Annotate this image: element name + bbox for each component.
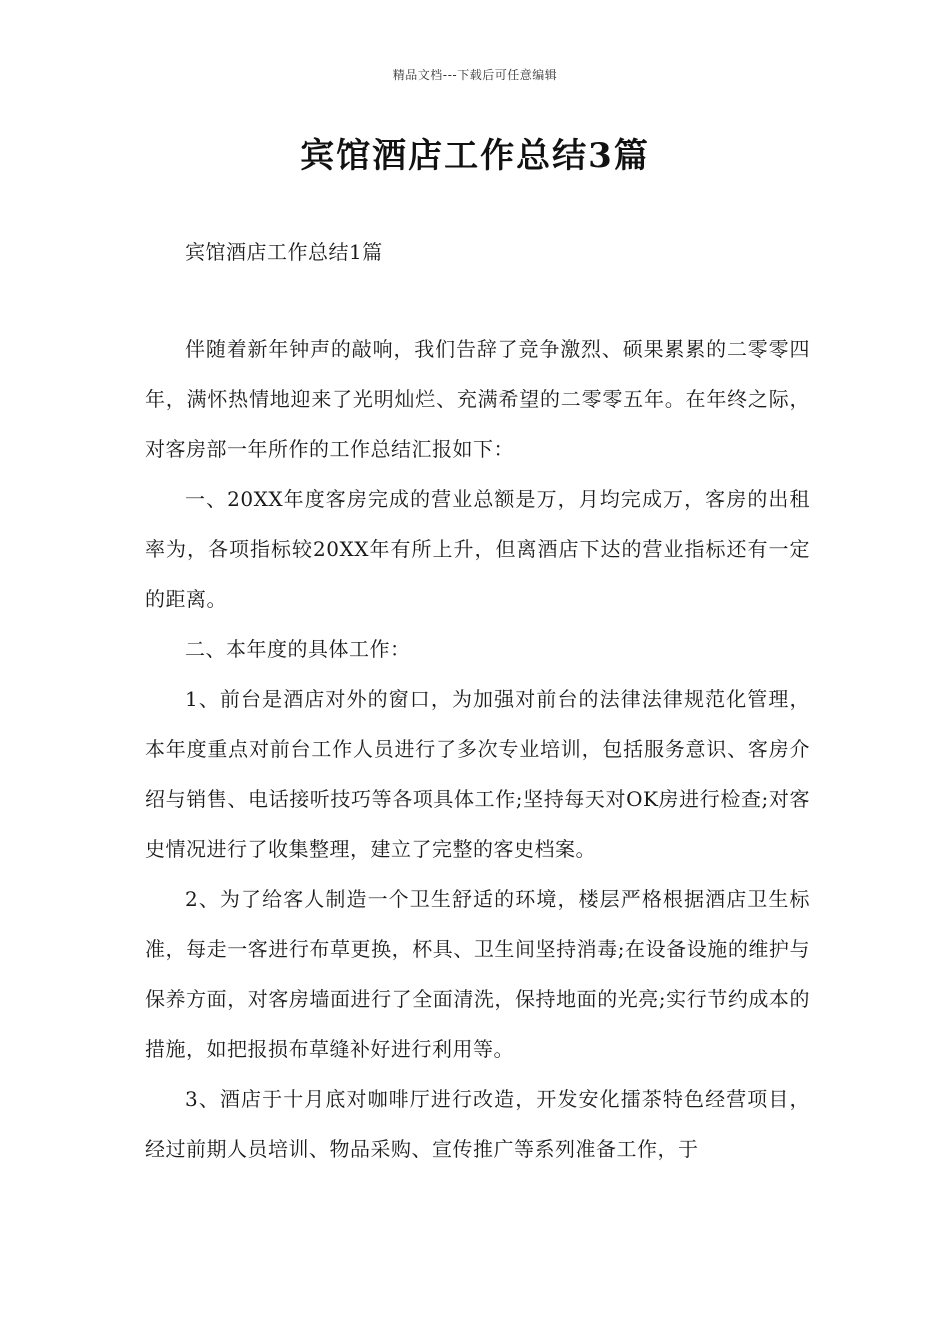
- paragraph-housekeeping: 2、为了给客人制造一个卫生舒适的环境，楼层严格根据酒店卫生标准，每走一客进行布草更换，杯具、卫生间坚持消毒;在设备设施的维护与保养方面，对客房墙面进行了全面清洗，保持地面的光亮;实行节约成本的措施，如把报损布草缝补好进行利用等。: [145, 887, 810, 1061]
- paragraph-intro: 伴随着新年钟声的敲响，我们告辞了竞争激烈、硕果累累的二零零四年，满怀热情地迎来了光明灿烂、充满希望的二零零五年。在年终之际，对客房部一年所作的工作总结汇报如下：: [145, 337, 810, 461]
- document-body: [145, 228, 810, 1174]
- document-title: 宾馆酒店工作总结3篇: [300, 136, 650, 176]
- paragraph-work-heading: 二、本年度的具体工作：: [185, 637, 411, 661]
- paragraph-cafe: 3、酒店于十月底对咖啡厅进行改造，开发安化擂茶特色经营项目，经过前期人员培训、物品采购、宣传推广等系列准备工作，于: [145, 1087, 810, 1161]
- section-subtitle: 宾馆酒店工作总结1篇: [185, 240, 383, 264]
- paragraph-front-desk: 1、前台是酒店对外的窗口，为加强对前台的法律法律规范化管理，本年度重点对前台工作人员进行了多次专业培训，包括服务意识、客房介绍与销售、电话接听技巧等各项具体工作;坚持每天对OK房进行检查;对客史情况进行了收集整理，建立了完整的客史档案。: [145, 687, 810, 861]
- paragraph-revenue: 一、20XX年度客房完成的营业总额是万，月均完成万，客房的出租率为，各项指标较20XX年有所上升，但离酒店下达的营业指标还有一定的距离。: [145, 487, 810, 611]
- header-note: 精品文档---下载后可任意编辑: [392, 68, 558, 82]
